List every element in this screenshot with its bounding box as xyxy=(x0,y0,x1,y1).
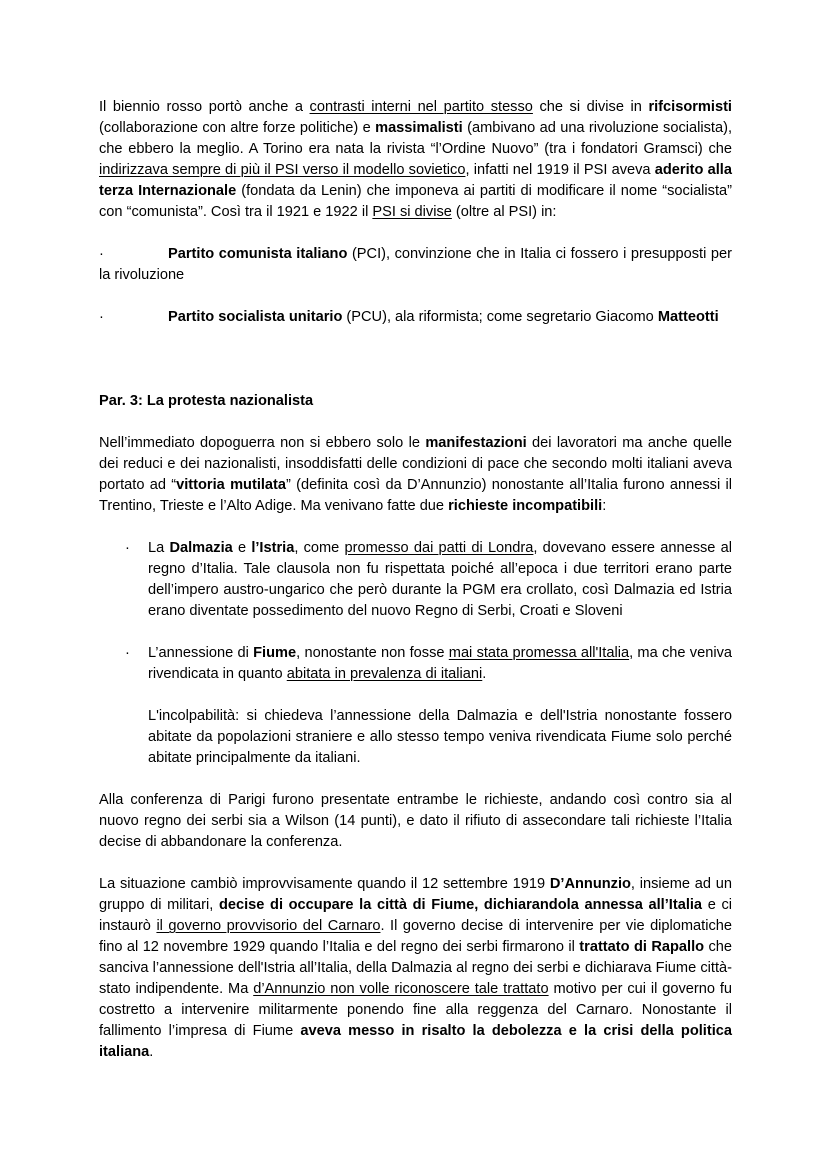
spacer xyxy=(99,769,732,790)
spacer xyxy=(99,517,732,538)
text-run: La situazione cambiò improvvisamente quando il 12 settembre 1919 xyxy=(99,876,550,892)
section-heading: Par. 3: La protesta nazionalista xyxy=(99,393,314,409)
text-run: , dovevano essere annesse al regno d’Italia. Tale clausola non fu rispettata poiché all’epoca i due territori erano parte dell’impero austro-ungarico che però durante la PGM era crollato, così Dalmazia ed Istria erano diventate possedimento del nuovo Regno di Serbi, Croati e Sloveni xyxy=(148,540,732,619)
bold-run: richieste incompatibili xyxy=(448,498,603,514)
bold-run: decise di occupare la città di Fiume, dichiarandola annessa all’Italia xyxy=(218,897,703,913)
bold-run: Partito comunista italiano xyxy=(168,246,348,262)
text-run: L’annessione di xyxy=(148,645,254,661)
paragraph-biennio-rosso xyxy=(99,97,732,223)
middot-bullet-icon: · xyxy=(125,540,130,556)
spacer xyxy=(99,412,732,433)
paragraph-dopoguerra xyxy=(99,433,732,517)
spacer xyxy=(99,685,732,706)
list-item-content xyxy=(99,307,732,328)
list-item xyxy=(99,643,732,685)
list-bullet-lead xyxy=(99,307,168,328)
bold-run: trattato di Rapallo xyxy=(579,939,705,955)
text-run: , insieme ad un gruppo di militari, xyxy=(99,876,732,913)
paragraph-conferenza-parigi: Alla conferenza di Parigi furono presentate entrambe le richieste, andando così contro sia al nuovo regno dei serbi sia a Wilson (14 punti), e dato il rifiuto di assecondare tali richieste l’Italia decise di abbandonare la conferenza. xyxy=(99,792,732,850)
bold-run: l’Istria xyxy=(251,540,295,556)
spacer xyxy=(99,370,732,391)
bold-run: rifcisormisti xyxy=(648,99,732,115)
text-run: (collaborazione con altre forze politiche) e xyxy=(99,120,376,136)
bold-run: Matteotti xyxy=(657,309,719,325)
text-run: e ci instaurò xyxy=(99,897,732,934)
bold-run: massimalisti xyxy=(375,120,463,136)
paragraph-dannunzio-fiume xyxy=(99,874,732,1063)
underlined-run: il governo provvisorio del Carnaro xyxy=(156,918,381,934)
text-run: motivo per cui il governo fu costretto a intervenire militarmente ponendo fine alla reggenza del Carnaro. Nonostante il fallimento l’impresa di Fiume xyxy=(99,981,733,1039)
bold-run: D’Annunzio xyxy=(549,876,631,892)
text-run: . Il governo decise di intervenire per vie diplomatiche fino al 12 novembre 1929 quando l’Italia e del regno dei serbi firmarono il xyxy=(99,918,733,955)
text-run: ” (definita così da D’Annunzio) nonostante all’Italia furono annessi il Trentino, Trieste e l’Alto Adige. Ma venivano fatte due xyxy=(99,477,732,514)
list-bullet-lead xyxy=(99,244,168,265)
spacer xyxy=(99,853,732,874)
bold-run: Dalmazia xyxy=(169,540,233,556)
text-run: , infatti nel 1919 il PSI aveva xyxy=(465,162,655,178)
spacer xyxy=(99,328,732,370)
text-run: e xyxy=(232,540,252,556)
bold-run: aderito alla terza Internazionale xyxy=(99,162,732,199)
underlined-run: contrasti interni nel partito stesso xyxy=(309,99,533,115)
underlined-run: abitata in prevalenza di italiani xyxy=(286,666,483,682)
text-run: (fondata da Lenin) che imponeva ai partiti di modificare il nome “socialista” con “comunista”. Così tra il 1921 e 1922 il xyxy=(99,183,732,220)
text-run: , ma che veniva rivendicata in quanto xyxy=(148,645,732,682)
text-run: , come xyxy=(294,540,345,556)
text-run: (oltre al PSI) in: xyxy=(451,204,557,220)
underlined-run: mai stata promessa all'Italia xyxy=(448,645,630,661)
underlined-run: d’Annunzio non volle riconoscere tale trattato xyxy=(253,981,549,997)
spacer xyxy=(99,223,732,244)
list-item xyxy=(99,307,732,328)
text-run: (PCI), convinzione che in Italia ci fossero i presupposti per la rivoluzione xyxy=(99,246,732,283)
text-run: : xyxy=(602,498,607,514)
list-item xyxy=(99,244,732,286)
bold-run: manifestazioni xyxy=(425,435,527,451)
bold-run: aveva messo in risalto la debolezza e la crisi della politica italiana xyxy=(99,1023,732,1060)
text-run: che sanciva l’annessione dell'Istria all’Italia, della Dalmazia al regno dei serbi e dichiarava Fiume città-stato indipendente. Ma xyxy=(99,939,732,997)
text-run: . xyxy=(149,1044,154,1060)
text-run: , nonostante non fosse xyxy=(296,645,449,661)
list-richieste xyxy=(99,538,732,685)
text-run: dei lavoratori ma anche quelle dei reduci e dei nazionalisti, insoddisfatti delle condizioni di pace che secondo molti italiani aveva portato ad “ xyxy=(99,435,732,493)
text-run: (PCU), ala riformista; come segretario Giacomo xyxy=(342,309,658,325)
text-run: La xyxy=(148,540,170,556)
list-partiti xyxy=(99,244,732,328)
middot-bullet-icon: · xyxy=(99,309,104,325)
text-run: che si divise in xyxy=(532,99,649,115)
middot-bullet-icon: · xyxy=(125,645,130,661)
paragraph-incolpabilita: L'incolpabilità: si chiedeva l’annessione della Dalmazia e dell'Istria nonostante fossero abitate da popolazioni straniere e allo stesso tempo veniva rivendicata Fiume solo perché abitate principalmente da italiani. xyxy=(148,708,732,766)
list-item xyxy=(99,538,732,622)
bold-run: Partito socialista unitario xyxy=(168,309,343,325)
bold-run: vittoria mutilata xyxy=(176,477,287,493)
text-run: Il biennio rosso portò anche a xyxy=(99,99,310,115)
text-run: . xyxy=(482,666,487,682)
list-item-content xyxy=(99,244,732,286)
document-body xyxy=(99,97,732,1063)
underlined-run: PSI si divise xyxy=(372,204,452,220)
underlined-run: promesso dai patti di Londra xyxy=(344,540,534,556)
underlined-run: indirizzava sempre di più il PSI verso il modello sovietico xyxy=(99,162,466,178)
middot-bullet-icon: · xyxy=(99,246,104,262)
text-run: (ambivano ad una rivoluzione socialista), che ebbero la meglio. A Torino era nata la rivista “l’Ordine Nuovo” (tra i fondatori Gramsci) che xyxy=(99,120,732,157)
bold-run: Fiume xyxy=(253,645,297,661)
text-run: Nell’immediato dopoguerra non si ebbero solo le xyxy=(99,435,426,451)
